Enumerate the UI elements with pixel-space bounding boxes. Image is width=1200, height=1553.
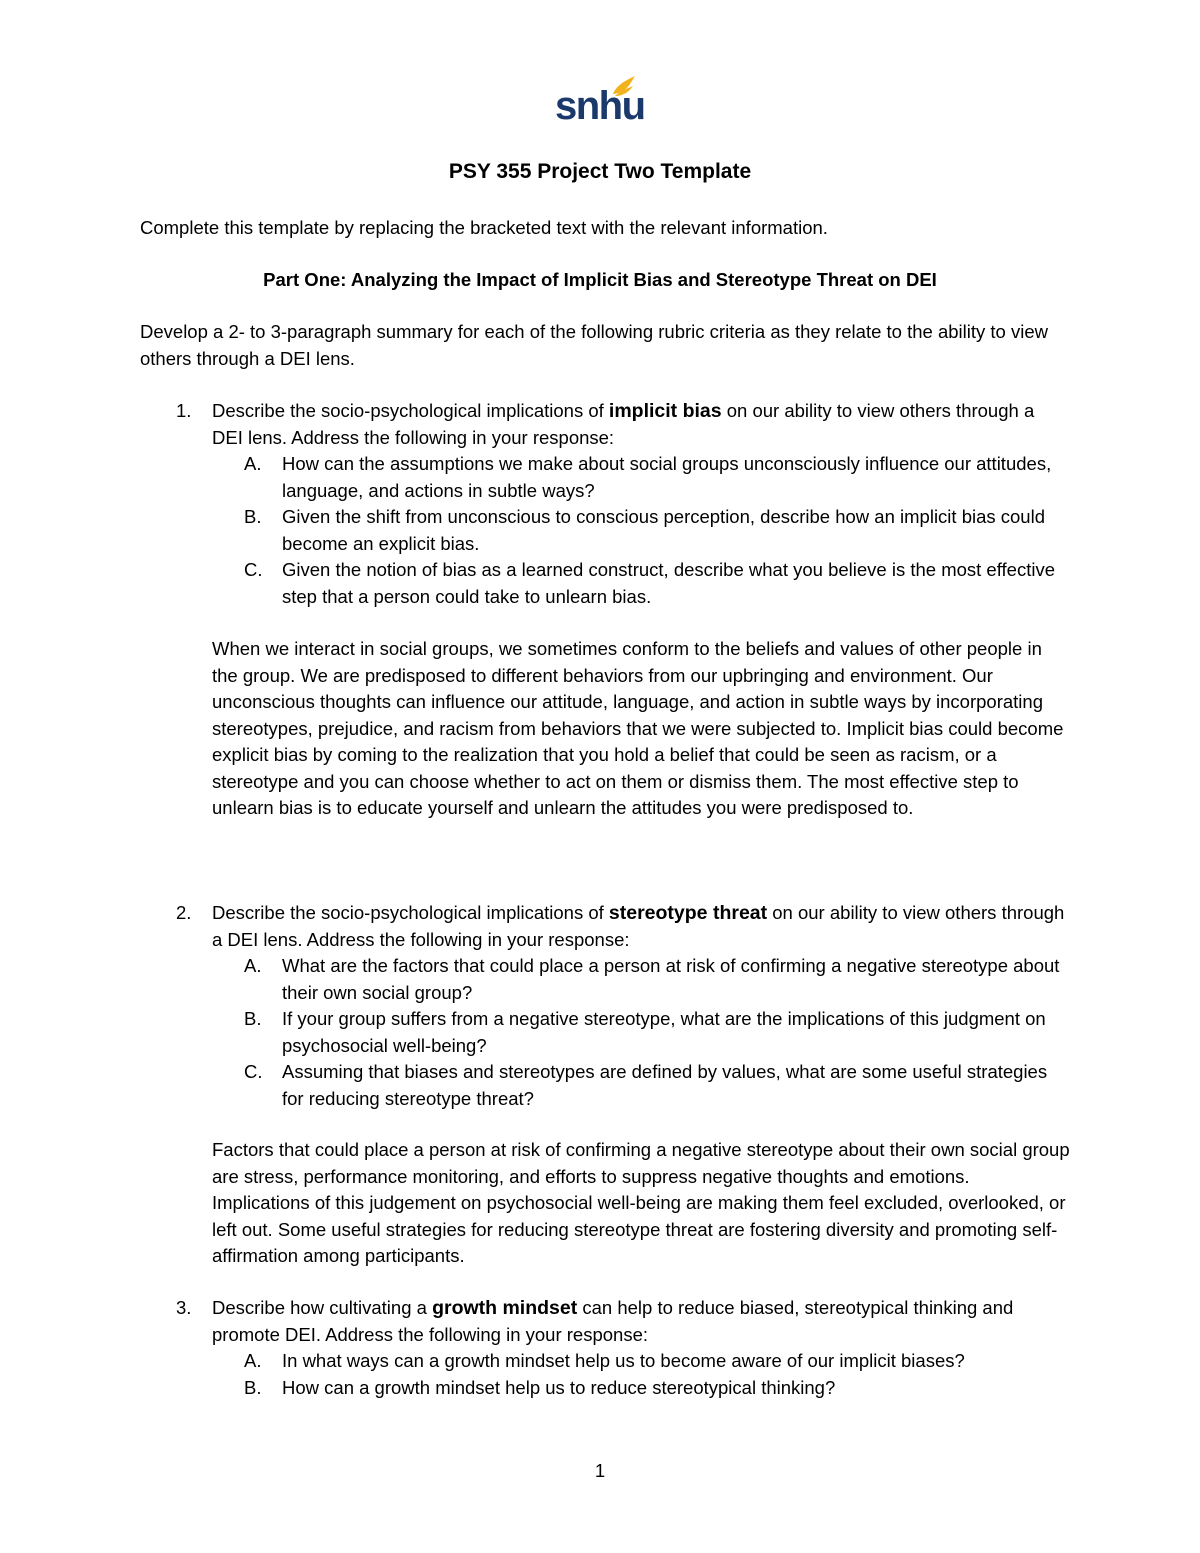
question-text: Describe how cultivating a growth mindset can help to reduce biased, stereotypical thinking and promote DEI. Address the following in your response: <box>212 1297 1014 1345</box>
answer-2: Factors that could place a person at risk of confirming a negative stereotype about their own social group are stress, performance monitoring, and efforts to suppress negative thoughts and emotions. Implications of this judgement on psychosocial well-being are making them feel excluded, overlooked, or left out. Some useful strategies for reducing stereotype threat are fostering diversity and promoting self-affirmation among participants. <box>212 1139 1070 1266</box>
page-number: 1 <box>594 1460 606 1481</box>
question-keyword: growth mindset <box>432 1297 578 1319</box>
logo-wordmark: snhu <box>555 84 645 128</box>
answer-1: When we interact in social groups, we sometimes conform to the beliefs and values of other people in the group. We are predisposed to different behaviors from our upbringing and environment. Our unconscious thoughts can influence our attitude, language, and action in subtle ways by incorporating stereotypes, prejudice, and racism from behaviors that we were subjected to. Implicit bias could become explicit bias by coming to the realization that you hold a belief that could be seen as racism, or a stereotype and you can choose whether to act on them or dismiss them. The most effective step to unlearn bias is to educate yourself and unlearn the attitudes you were predisposed to. <box>212 638 1064 818</box>
sub-question: B. Given the shift from unconscious to conscious perception, describe how an implicit bias could become an explicit bias. <box>244 506 1045 554</box>
question-text: Describe the socio-psychological implications of implicit bias on our ability to view others through a DEI lens. Address the following in your response: <box>212 400 1035 448</box>
question-keyword: implicit bias <box>608 400 722 422</box>
question-number: 2. <box>176 902 192 923</box>
sub-question: A. In what ways can a growth mindset help us to become aware of our implicit biases? <box>244 1350 965 1371</box>
question-3 <box>140 1295 1070 1401</box>
document-title: PSY 355 Project Two Template <box>448 160 752 183</box>
question-2 <box>140 900 1070 1112</box>
question-number: 1. <box>176 400 192 421</box>
question-1 <box>140 398 1070 610</box>
snhu-logo <box>555 74 645 132</box>
sub-question: B. If your group suffers from a negative stereotype, what are the implications of this judgment on psychosocial well-being? <box>244 1008 1046 1056</box>
sub-question: A. How can the assumptions we make about social groups unconsciously influence our attitudes, language, and actions in subtle ways? <box>244 453 1052 501</box>
sub-question: C. Given the notion of bias as a learned construct, describe what you believe is the most effective step that a person could take to unlearn bias. <box>244 559 1055 607</box>
intro-text: Complete this template by replacing the bracketed text with the relevant information. <box>140 217 828 238</box>
sub-question: B. How can a growth mindset help us to reduce stereotypical thinking? <box>244 1376 836 1398</box>
question-number: 3. <box>176 1297 192 1318</box>
question-keyword: stereotype threat <box>608 902 768 924</box>
part-one-instructions: Develop a 2- to 3-paragraph summary for each of the following rubric criteria as they relate to the ability to view others through a DEI lens. <box>140 321 1048 369</box>
part-one-heading: Part One: Analyzing the Impact of Implicit Bias and Stereotype Threat on DEI <box>263 269 937 290</box>
question-text: Describe the socio-psychological implications of stereotype threat on our ability to view others through a DEI lens. Address the following in your response: <box>212 902 1065 950</box>
sub-question: C. Assuming that biases and stereotypes are defined by values, what are some useful strategies for reducing stereotype threat? <box>244 1061 1048 1109</box>
sub-question: A. What are the factors that could place a person at risk of confirming a negative stereotype about their own social group? <box>244 955 1060 1003</box>
